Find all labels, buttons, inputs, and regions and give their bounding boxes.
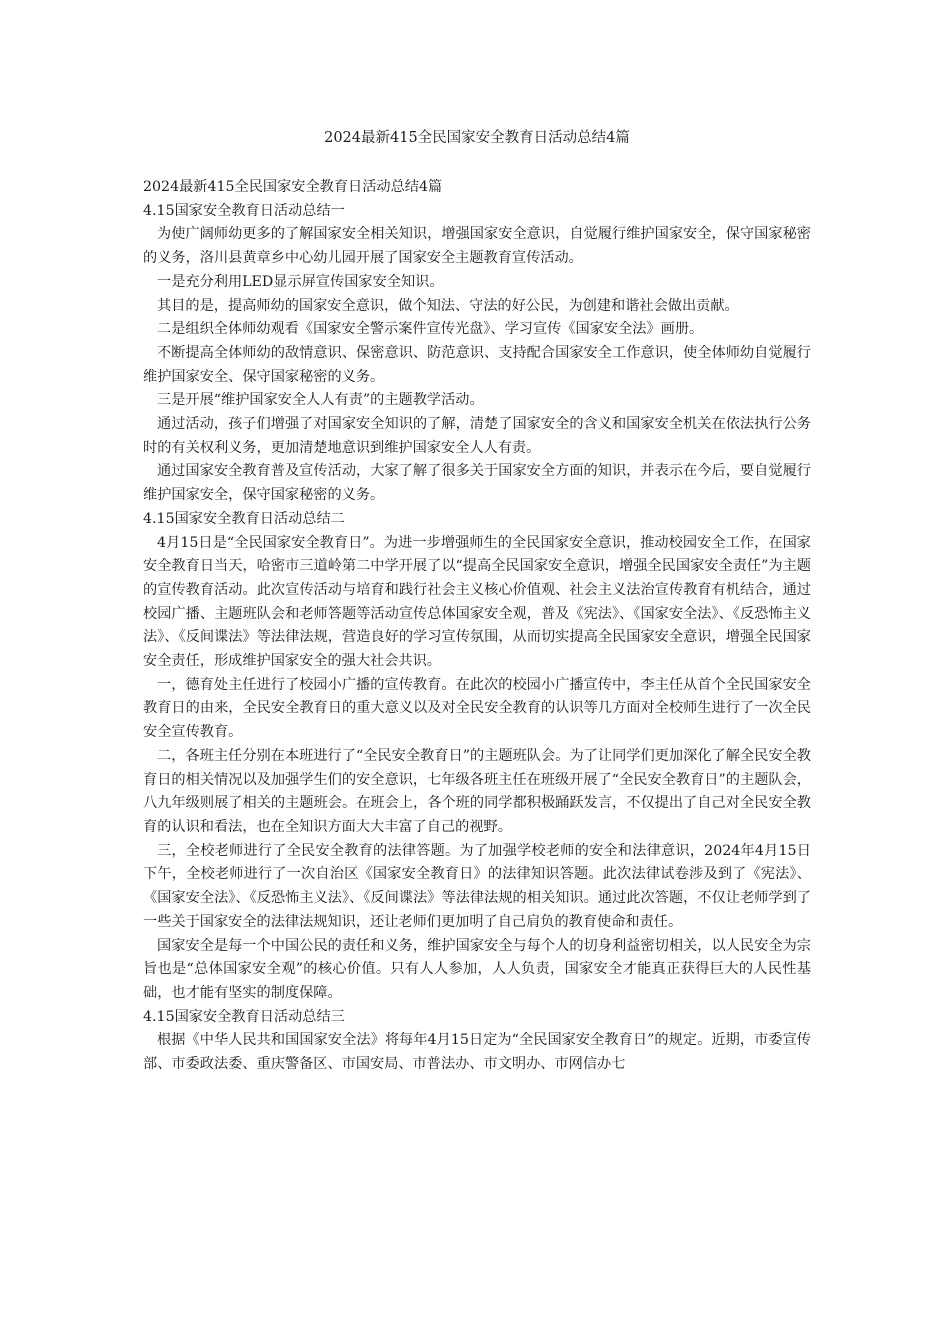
section-heading: 4.15国家安全教育日活动总结一: [143, 202, 345, 219]
section-heading: 4.15国家安全教育日活动总结三: [143, 1008, 345, 1025]
body-paragraph: 其目的是，提高师幼的国家安全意识，做个知法、守法的好公民，为创建和谐社会做出贡献。: [157, 297, 739, 314]
body-paragraph: 三是开展“维护国家安全人人有责”的主题教学活动。: [157, 392, 484, 409]
body-paragraph: 为使广阔师幼更多的了解国家安全相关知识，增强国家安全意识，自觉履行维护国家安全，保守国家秘密的义务，洛川县黄章乡中心幼儿园开展了国家安全主题教育宣传活动。: [143, 226, 811, 267]
body-paragraph: 一，德育处主任进行了校园小广播的宣传教育。在此次的校园小广播宣传中，李主任从首个全民国家安全教育日的由来，全民安全教育日的重大意义以及对全民安全教育的认识等几方面对全校师生进行了一次全民安全宣传教育。: [143, 676, 811, 741]
document-body: [143, 176, 811, 1077]
body-paragraph: 根据《中华人民共和国国家安全法》将每年4月15日定为“全民国家安全教育日”的规定。近期，市委宣传部、市委政法委、重庆警备区、市国安局、市普法办、市文明办、市网信办七: [143, 1032, 811, 1073]
body-paragraph: 二是组织全体师幼观看《国家安全警示案件宣传光盘》、学习宣传《国家安全法》画册。: [157, 321, 704, 338]
section-heading: 4.15国家安全教育日活动总结二: [143, 510, 345, 527]
body-paragraph: 4月15日是“全民国家安全教育日”。为进一步增强师生的全民国家安全意识，推动校园安全工作，在国家安全教育日当天，哈密市三道岭第二中学开展了以“提高全民国家安全意识，增强全民国家安全责任”为主题的宣传教育活动。此次宣传活动与培育和践行社会主义核心价值观、社会主义法治宣传教育有机结合，通过校园广播、主题班队会和老师答题等活动宣传总体国家安全观，普及《宪法》、《国家安全法》、《反恐怖主义法》、《反间谍法》等法律法规，营造良好的学习宣传氛围，从而切实提高全民国家安全意识，增强全民国家安全责任，形成维护国家安全的强大社会共识。: [143, 534, 811, 670]
body-paragraph: 国家安全是每一个中国公民的责任和义务，维护国家安全与每个人的切身利益密切相关，以人民安全为宗旨也是“总体国家安全观”的核心价值。只有人人参加，人人负责，国家安全才能真正获得巨大的人民性基础，也才能有坚实的制度保障。: [143, 937, 811, 1001]
body-paragraph: 二，各班主任分别在本班进行了“全民安全教育日”的主题班队会。为了让同学们更加深化了解全民安全教育日的相关情况以及加强学生们的安全意识，七年级各班主任在班级开展了“全民安全教育日”的主题队会，八九年级则展了相关的主题班会。在班会上，各个班的同学都积极踊跃发言，不仅提出了自己对全民安全教育的认识和看法，也在全知识方面大大丰富了自己的视野。: [143, 747, 811, 835]
body-paragraph: 三，全校老师进行了全民安全教育的法律答题。为了加强学校老师的安全和法律意识，2024年4月15日下午，全校老师进行了一次自治区《国家安全教育日》的法律知识答题。此次法律试卷涉及到了《宪法》、《国家安全法》、《反恐怖主义法》、《反间谍法》等法律法规的相关知识。通过此次答题，不仅让老师学到了一些关于国家安全的法律法规知识，还让老师们更加明了自己肩负的教育使命和责任。: [143, 842, 811, 930]
body-paragraph: 不断提高全体师幼的敌情意识、保密意识、防范意识、支持配合国家安全工作意识，使全体师幼自觉履行维护国家安全、保守国家秘密的义务。: [143, 344, 811, 385]
section-heading: 2024最新415全民国家安全教育日活动总结4篇: [143, 179, 443, 195]
body-paragraph: 一是充分利用LED显示屏宣传国家安全知识。: [157, 273, 444, 290]
document-title: 2024最新415全民国家安全教育日活动总结4篇: [324, 130, 630, 146]
body-paragraph: 通过活动，孩子们增强了对国家安全知识的了解，清楚了国家安全的含义和国家安全机关在依法执行公务时的有关权利义务，更加清楚地意识到维护国家安全人人有责。: [143, 416, 811, 456]
body-paragraph: 通过国家安全教育普及宣传活动，大家了解了很多关于国家安全方面的知识，并表示在今后，要自觉履行维护国家安全，保守国家秘密的义务。: [143, 463, 811, 504]
